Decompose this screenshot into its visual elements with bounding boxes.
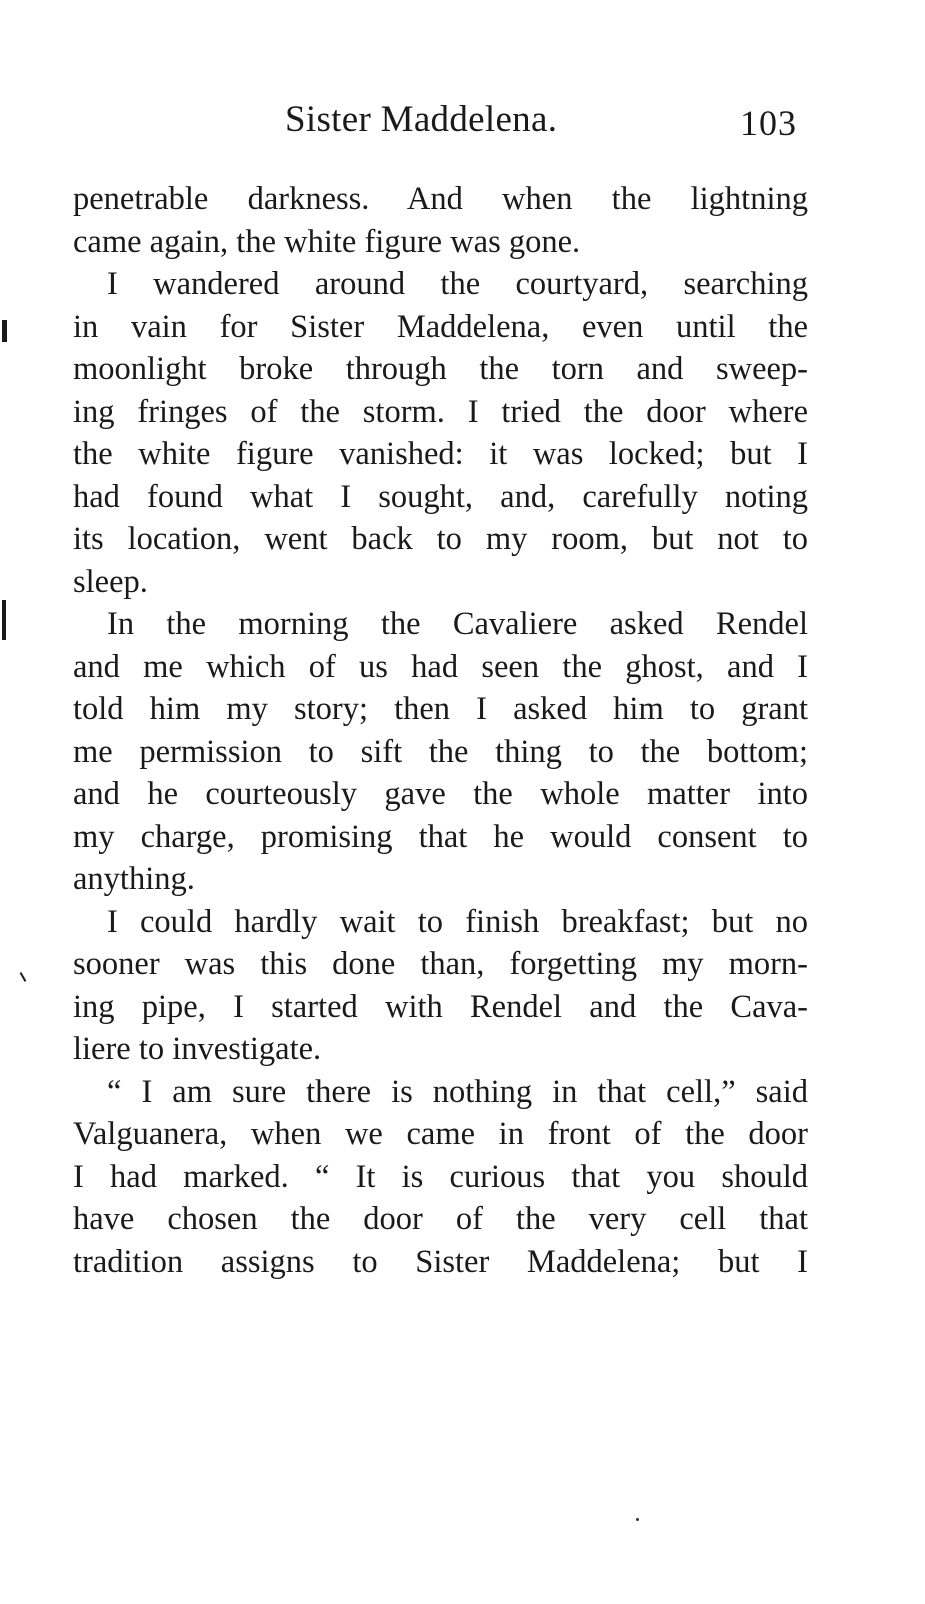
- text-line: had found what I sought, and, carefully noting: [73, 478, 808, 515]
- text-line: the white figure vanished: it was locked; but I: [73, 436, 808, 472]
- text-line: its location, went back to my room, but not to: [73, 521, 808, 557]
- paragraph-start-line: I wandered around the courtyard, searching: [107, 266, 808, 302]
- margin-mark: [20, 972, 27, 982]
- paragraph-start-line: In the morning the Cavaliere asked Rendel: [107, 606, 808, 642]
- speck: [636, 1518, 639, 1521]
- text-line: penetrable darkness. And when the lightning: [73, 181, 808, 217]
- text-line: ing fringes of the storm. I tried the door where: [73, 393, 808, 430]
- text-line: came again, the white figure was gone.: [73, 223, 581, 260]
- margin-mark: [2, 600, 6, 640]
- running-title: Sister Maddelena.: [285, 99, 558, 140]
- margin-mark: [2, 320, 7, 342]
- text-line: and me which of us had seen the ghost, and I: [73, 648, 808, 685]
- text-line: and he courteously gave the whole matter into: [73, 776, 808, 812]
- text-line: anything.: [73, 861, 195, 897]
- text-line: in vain for Sister Maddelena, even until the: [73, 308, 808, 345]
- text-line: sooner was this done than, forgetting my morn-: [73, 946, 808, 982]
- text-line: me permission to sift the thing to the bottom;: [73, 733, 808, 770]
- text-line: have chosen the door of the very cell that: [73, 1201, 808, 1237]
- running-head: [0, 98, 925, 148]
- text-line: liere to investigate.: [73, 1031, 322, 1067]
- text-line: Valguanera, when we came in front of the door: [73, 1116, 808, 1152]
- text-line: told him my story; then I asked him to grant: [73, 691, 808, 727]
- page-number: 103: [740, 103, 797, 143]
- text-line: my charge, promising that he would consent to: [73, 818, 808, 855]
- body-text: [73, 178, 808, 1283]
- paragraph-start-line: “ I am sure there is nothing in that cell,” said: [107, 1073, 808, 1110]
- text-line: tradition assigns to Sister Maddelena; but I: [73, 1243, 808, 1280]
- text-line: sleep.: [73, 563, 148, 600]
- text-line: moonlight broke through the torn and sweep-: [73, 351, 808, 387]
- text-line: I had marked. “ It is curious that you should: [73, 1158, 808, 1195]
- paragraph-start-line: I could hardly wait to finish breakfast; but no: [107, 903, 808, 940]
- text-line: ing pipe, I started with Rendel and the Cava-: [73, 988, 808, 1025]
